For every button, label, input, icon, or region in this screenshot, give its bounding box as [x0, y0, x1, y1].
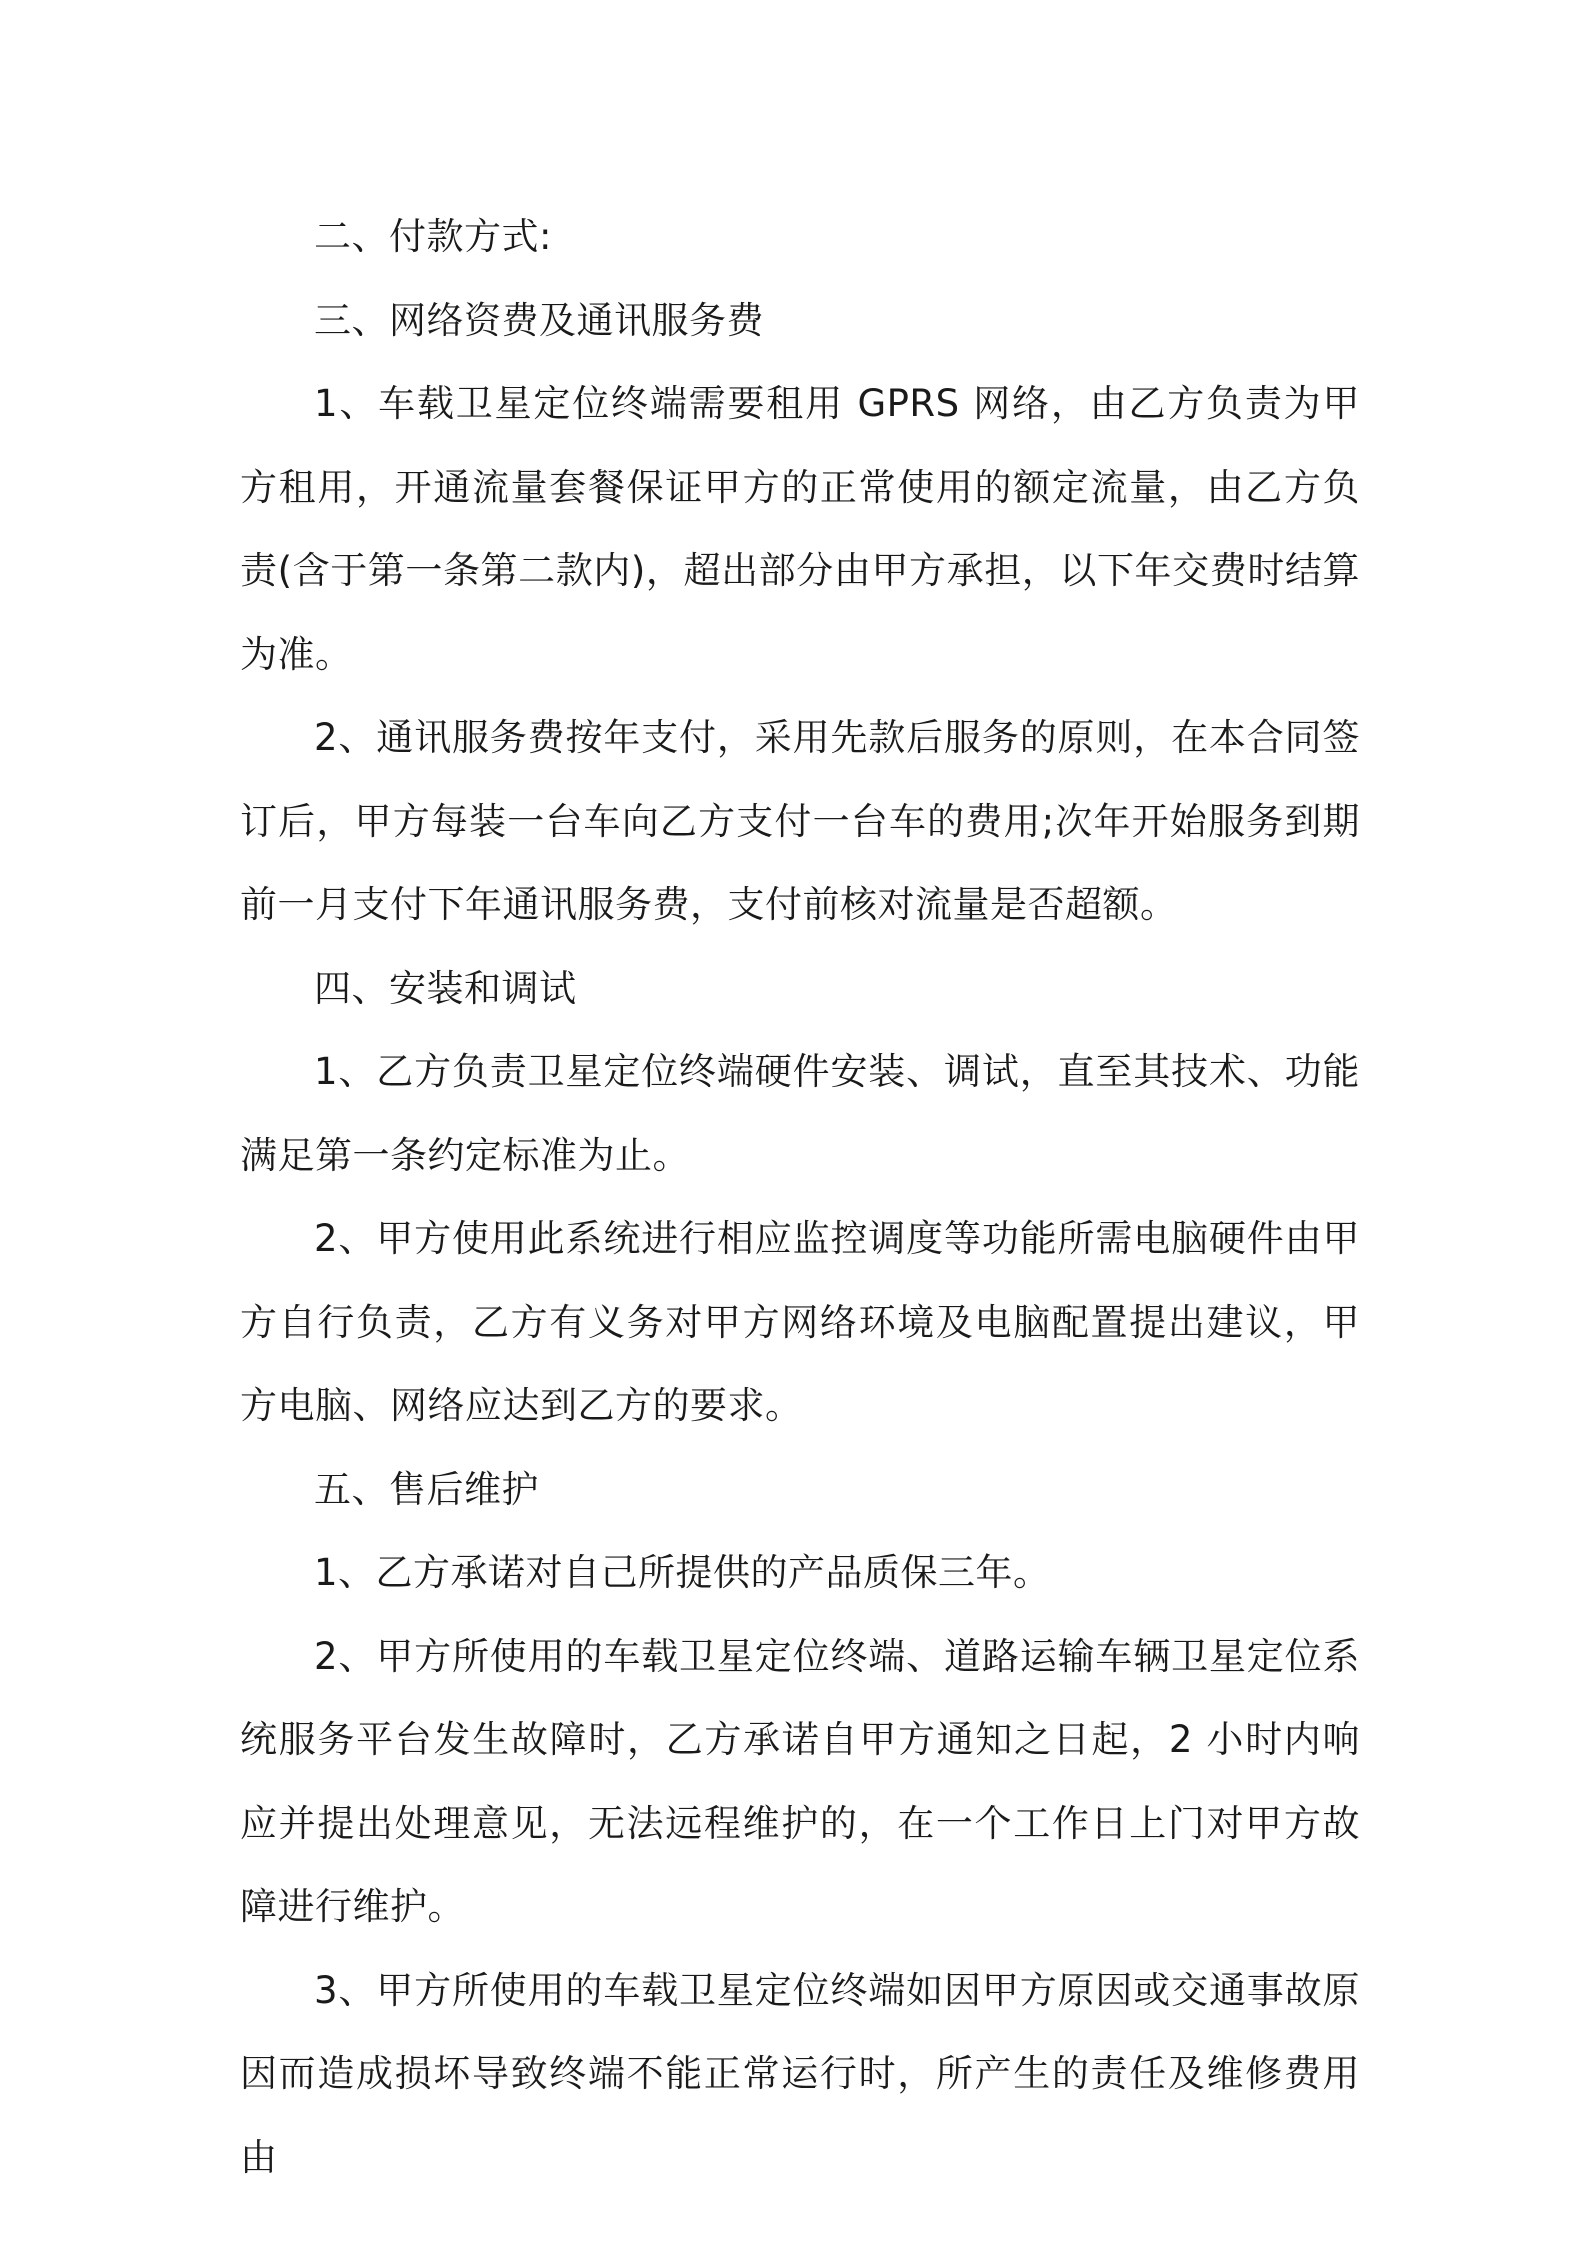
section-heading-installation: 四、安装和调试	[314, 966, 577, 1010]
clause-damage-liability: 3、甲方所使用的车载卫星定位终端如因甲方原因或交通事故原因而造成损坏导致终端不能正常运行时，所产生的责任及维修费用由	[240, 1968, 1360, 2179]
clause-service-fee-payment: 2、通讯服务费按年支付，采用先款后服务的原则，在本合同签订后，甲方每装一台车向乙方支付一台车的费用;次年开始服务到期前一月支付下年通讯服务费，支付前核对流量是否超额。	[240, 716, 1360, 926]
clause-fault-response: 2、甲方所使用的车载卫星定位终端、道路运输车辆卫星定位系统服务平台发生故障时，乙方承诺自甲方通知之日起，2 小时内响应并提出处理意见，无法远程维护的，在一个工作日上门对甲方故障进行维护。	[240, 1634, 1360, 1928]
clause-network-rental: 1、车载卫星定位终端需要租用 GPRS 网络，由乙方负责为甲方租用，开通流量套餐保证甲方的正常使用的额定流量，由乙方负责(含于第一条第二款内)，超出部分由甲方承担，以下年交费时结算为准。	[240, 382, 1360, 676]
section-heading-after-sales: 五、售后维护	[314, 1467, 539, 1511]
clause-computer-hardware: 2、甲方使用此系统进行相应监控调度等功能所需电脑硬件由甲方自行负责，乙方有义务对甲方网络环境及电脑配置提出建议，甲方电脑、网络应达到乙方的要求。	[240, 1217, 1360, 1427]
section-heading-network-fees: 三、网络资费及通讯服务费	[314, 298, 764, 342]
clause-installation-debug: 1、乙方负责卫星定位终端硬件安装、调试，直至其技术、功能满足第一条约定标准为止。	[240, 1050, 1360, 1177]
section-heading-payment: 二、付款方式:	[314, 215, 552, 258]
clause-warranty: 1、乙方承诺对自己所提供的产品质保三年。	[314, 1551, 1051, 1594]
document-body	[240, 195, 1360, 2199]
